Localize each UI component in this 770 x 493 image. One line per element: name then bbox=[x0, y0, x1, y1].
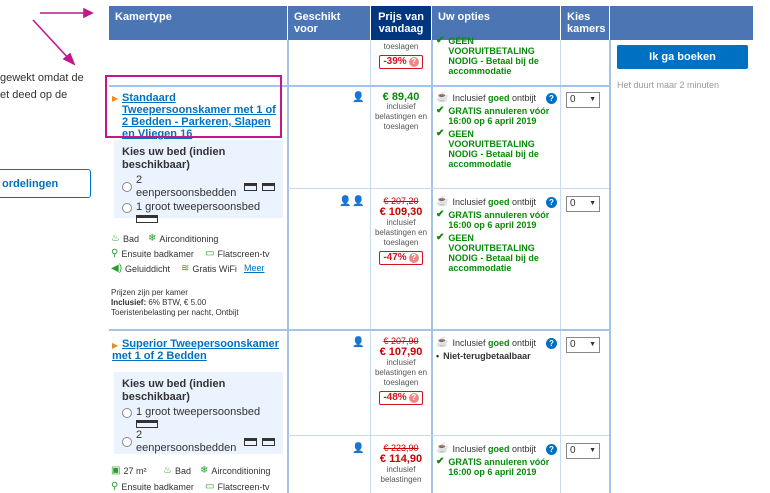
old-price: € 207,90 bbox=[383, 336, 419, 346]
chevron-down-icon: ▼ bbox=[589, 447, 596, 454]
radio-button bbox=[122, 182, 132, 192]
bed-option[interactable]: 2 eenpersoonsbedden bbox=[122, 429, 275, 455]
facility-wifi: ≋ Gratis WiFi bbox=[181, 263, 237, 274]
breakfast-icon: ☕ bbox=[436, 337, 449, 348]
old-price: € 223,90 bbox=[383, 443, 419, 453]
header-price: Prijs van vandaag bbox=[371, 6, 431, 40]
discount-badge: -39% ? bbox=[379, 55, 422, 69]
grid-line bbox=[560, 40, 561, 493]
triangle-right-icon: ▶ bbox=[112, 341, 119, 350]
radio-button bbox=[122, 408, 132, 418]
grid-line bbox=[370, 40, 371, 493]
discount-badge: -47% ? bbox=[379, 251, 422, 265]
facility-soundproof: ◀) Geluiddicht bbox=[111, 263, 171, 274]
header-choose: Kies kamers bbox=[561, 6, 609, 40]
price-note: inclusief belastingen en toeslagen bbox=[374, 358, 428, 387]
check-icon: ✔ bbox=[436, 232, 445, 243]
facility-bathroom: ⚲ Ensuite badkamer bbox=[111, 248, 194, 259]
price-note: inclusief belastingen en toeslagen bbox=[374, 102, 428, 131]
breakfast-icon: ☕ bbox=[436, 443, 449, 454]
radio-button bbox=[122, 437, 132, 447]
question-icon: ? bbox=[409, 393, 419, 403]
check-icon: ✔ bbox=[436, 105, 445, 116]
triangle-right-icon: ▶ bbox=[112, 94, 119, 103]
booking-note: Het duurt maar 2 minuten bbox=[617, 80, 720, 90]
bed-icon bbox=[244, 183, 257, 191]
facility-bath: ♨ Bad bbox=[111, 233, 139, 244]
options-cell: ☕ Inclusief goed ontbijt ✔ GRATIS annuleren vóór 16:00 op 6 april 2019 ✔ GEEN VOORUITBETALING NODIG - Betaal bij de accommodatie bbox=[436, 92, 550, 169]
question-icon: ? bbox=[409, 253, 419, 263]
person-icon: 👤 bbox=[352, 92, 365, 103]
room-count-select[interactable]: 0 ▼ bbox=[566, 92, 600, 108]
check-icon: ✔ bbox=[436, 128, 445, 139]
price-value: € 114,90 bbox=[379, 453, 423, 465]
person-icon: 👤 bbox=[339, 196, 352, 207]
price-note: toeslagen bbox=[383, 42, 419, 51]
speaker-icon: ◀) bbox=[111, 263, 123, 274]
check-icon: ✔ bbox=[436, 209, 445, 220]
bed-option[interactable]: 1 groot tweepersoonsbed bbox=[122, 201, 275, 214]
annotation-highlight bbox=[105, 75, 282, 138]
double-bed-icon bbox=[136, 215, 158, 223]
radio-button bbox=[122, 203, 132, 213]
price-cell bbox=[372, 336, 430, 405]
price-cell bbox=[372, 443, 430, 485]
facility-bathroom: ⚲ Ensuite badkamer bbox=[111, 481, 194, 492]
header-options: Uw opties bbox=[432, 6, 560, 40]
left-description bbox=[0, 70, 106, 104]
bed-icon bbox=[262, 438, 275, 446]
question-icon: ? bbox=[409, 57, 419, 67]
left-line: gewekt omdat de bbox=[0, 72, 84, 84]
bed-option[interactable]: 1 groot tweepersoonsbed bbox=[122, 406, 275, 419]
options-cell: ☕ Inclusief goed ontbijt ✔ GRATIS annuleren vóór 16:00 op 6 april 2019 bbox=[436, 443, 550, 477]
person-icon: 👤 bbox=[352, 443, 365, 454]
breakfast-icon: ☕ bbox=[436, 92, 449, 103]
facility-tv: ▭ Flatscreen-tv bbox=[205, 481, 270, 492]
bed-option[interactable]: 2 eenpersoonsbedden bbox=[122, 174, 275, 200]
room-count-select[interactable]: 0 ▼ bbox=[566, 196, 600, 212]
top-price-cell bbox=[372, 42, 430, 69]
chevron-down-icon: ▼ bbox=[589, 96, 596, 103]
price-note: inclusief belastingen bbox=[380, 465, 422, 484]
wifi-icon: ≋ bbox=[181, 263, 190, 274]
snowflake-icon: ❄ bbox=[148, 233, 157, 244]
chevron-down-icon: ▼ bbox=[589, 200, 596, 207]
price-info: Prijzen zijn per kamer Inclusief: 6% BTW, € 5.00 Toeristenbelasting per nacht, Ontbijt bbox=[111, 288, 239, 317]
grid-line bbox=[288, 188, 609, 189]
old-price: € 207,20 bbox=[383, 196, 419, 206]
facility-aircon: ❄ Airconditioning bbox=[148, 233, 219, 244]
breakfast-icon: ☕ bbox=[436, 196, 449, 207]
tv-icon: ▭ bbox=[205, 481, 215, 492]
grid-line bbox=[288, 435, 609, 436]
bed-choice-box bbox=[114, 140, 283, 218]
room-count-select[interactable]: 0 ▼ bbox=[566, 443, 600, 459]
tv-icon: ▭ bbox=[205, 248, 215, 259]
grid-line bbox=[287, 40, 289, 493]
info-icon[interactable]: ? bbox=[546, 197, 557, 208]
info-icon[interactable]: ? bbox=[546, 93, 557, 104]
price-value: € 109,30 bbox=[379, 206, 423, 218]
header-room-type: Kamertype bbox=[109, 6, 287, 40]
bed-title: Kies uw bed (indien beschikbaar) bbox=[122, 378, 226, 403]
info-icon[interactable]: ? bbox=[546, 444, 557, 455]
person-outline-icon: 👤 bbox=[352, 196, 365, 207]
options-cell: ☕ Inclusief goed ontbijt ✔ GRATIS annuleren vóór 16:00 op 6 april 2019 ✔ GEEN VOORUITBETALING NODIG - Betaal bij de accommodatie bbox=[436, 196, 550, 273]
bed-icon bbox=[262, 183, 275, 191]
bed-title: Kies uw bed (indien beschikbaar) bbox=[122, 146, 226, 171]
bed-choice-box bbox=[114, 372, 283, 454]
grid-line bbox=[109, 329, 609, 331]
left-line: et deed op de bbox=[0, 89, 68, 101]
cube-icon: ▣ bbox=[111, 465, 121, 476]
shower-icon: ⚲ bbox=[111, 481, 119, 492]
info-icon[interactable]: ? bbox=[546, 338, 557, 349]
bed-icon bbox=[244, 438, 257, 446]
options-cell: ☕ Inclusief goed ontbijt • Niet-terugbetaalbaar bbox=[436, 337, 537, 361]
price-cell bbox=[372, 196, 430, 265]
facility-size: ▣ 27 m² bbox=[111, 465, 147, 476]
top-options: ✔ GEEN VOORUITBETALING NODIG - Betaal bij de accommodatie bbox=[436, 35, 539, 76]
left-partial-button[interactable]: ordelingen bbox=[0, 169, 91, 198]
price-value: € 89,40 bbox=[382, 91, 420, 103]
more-link[interactable]: Meer bbox=[244, 263, 265, 273]
price-value: € 107,90 bbox=[379, 346, 423, 358]
check-icon: ✔ bbox=[436, 35, 445, 46]
discount-badge: -48% ? bbox=[379, 391, 422, 405]
header-blank bbox=[610, 6, 753, 40]
room-name-link[interactable]: Superior Tweepersoonskamer met 1 of 2 Bedden bbox=[112, 338, 279, 362]
header-fit: Geschikt voor bbox=[288, 6, 370, 40]
bullet-icon: • bbox=[436, 351, 440, 361]
facility-aircon: ❄ Airconditioning bbox=[200, 465, 271, 476]
bath-icon: ♨ bbox=[163, 465, 172, 476]
chevron-down-icon: ▼ bbox=[589, 341, 596, 348]
check-icon: ✔ bbox=[436, 456, 445, 467]
book-button[interactable]: Ik ga boeken bbox=[617, 45, 748, 69]
room-name-link[interactable]: Standaard Tweepersoonskamer met 1 of 2 Bedden - Parkeren, Slapen en Vliegen 16 bbox=[122, 92, 276, 140]
grid-line bbox=[609, 40, 611, 493]
facility-bath: ♨ Bad bbox=[163, 465, 191, 476]
bath-icon: ♨ bbox=[111, 233, 120, 244]
price-cell bbox=[372, 92, 430, 132]
person-icon: 👤 bbox=[352, 337, 365, 348]
double-bed-icon bbox=[136, 420, 158, 428]
grid-line bbox=[431, 40, 433, 493]
facility-tv: ▭ Flatscreen-tv bbox=[205, 248, 270, 259]
shower-icon: ⚲ bbox=[111, 248, 119, 259]
snowflake-icon: ❄ bbox=[200, 465, 209, 476]
price-note: inclusief belastingen en toeslagen bbox=[374, 218, 428, 247]
room-count-select[interactable]: 0 ▼ bbox=[566, 337, 600, 353]
